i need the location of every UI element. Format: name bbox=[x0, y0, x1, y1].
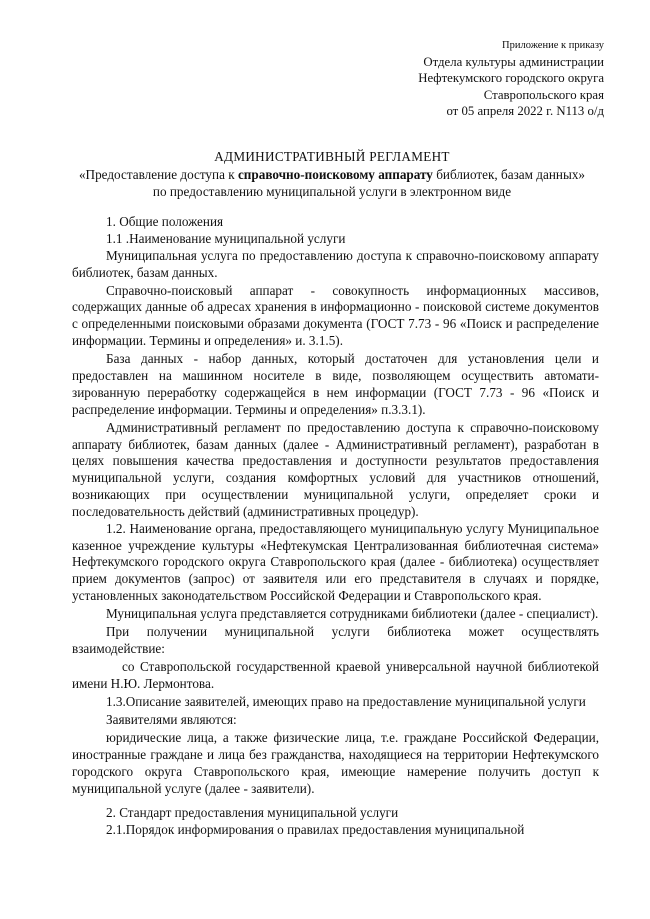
subsection-1-1-heading: 1.1 .Наименование муниципальной услуги bbox=[106, 230, 346, 246]
appendix-line-2: Отдела культуры администрации bbox=[423, 55, 604, 70]
paragraph-specialists: Муниципальная услуга представляется сотрудниками библиотеки (далее - специалист). bbox=[106, 606, 599, 622]
paragraph-service-definition: Муниципальная услуга по предоставлению доступа к справочно-поисковому аппарату библиотек, базам данных. bbox=[72, 247, 599, 280]
appendix-line-3: Нефтекумского городского округа bbox=[418, 71, 604, 86]
paragraph-interaction: При получении муниципальной услуги библиотека может осуществлять взаимодействие: bbox=[72, 624, 599, 657]
section-1-heading: 1. Общие положения bbox=[106, 214, 224, 229]
subsection-1-3-heading: 1.3.Описание заявителей, имеющих право на предоставление муниципальной услуги bbox=[106, 693, 586, 709]
title-heading: АДМИНИСТРАТИВНЫЙ РЕГЛАМЕНТ bbox=[214, 149, 450, 164]
document-body bbox=[72, 214, 599, 839]
subtitle-bold-part: справочно-поисковому аппарату bbox=[237, 166, 433, 182]
paragraph-applicants-intro: Заявителями являются: bbox=[106, 711, 237, 727]
appendix-line-4: Ставропольского края bbox=[483, 87, 604, 102]
paragraph-applicants: юридические лица, а также физические лица, т.е. граждане Российской Федерации, иностранные граждане и лица без гражданства, находящиеся на территории Нефтекумского городского округа Ставропольского края, имеющие намерение получить доступ к муниципальной услуге (далее - заявители). bbox=[72, 730, 599, 796]
subsection-2-1-heading: 2.1.Порядок информирования о правилах предоставления муниципальной bbox=[106, 822, 525, 838]
subtitle-part-1: «Предоставление доступа к bbox=[78, 166, 238, 182]
paragraph-providing-body: 1.2. Наименование органа, предоставляющего муниципальную услугу Муниципальное казенное учреждение культуры «Нефтекумская Централизованная библиотечная система» Нефтекумского городского округа Ставропольского края (далее - библиотека) осуществляет прием документов (запрос) от заявителя или его представителя в случаях и порядке, установленных законодательством Российской Федерации и Ставропольского края. bbox=[72, 520, 599, 604]
section-2-heading: 2. Стандарт предоставления муниципальной услуги bbox=[106, 805, 399, 821]
appendix-line-5: от 05 апреля 2022 г. N113 о/д bbox=[446, 103, 604, 118]
appendix-note bbox=[418, 38, 604, 119]
paragraph-database: База данных - набор данных, который достаточен для установления цели и предоставлен на машинном носителе в виде, позволяющем осуществить автоматизированную переработку содержащейся в нем информации (ГОСТ 7.73 - 96 «Поиск и распределение информации. Термины и определения» п.3.3.1). bbox=[72, 351, 599, 417]
paragraph-regulation-purpose: Административный регламент по предоставлению доступа к справочно-поисковому аппарату библиотек, базам данных (далее - Административный регламент), разработан в целях повышения качества предоставления и доступности результатов предоставления муниципальной услуги, создания комфортных условий для участников отношений, возникающих при осуществлении муниципальной услуги, определяет сроки и последовательность действий (административных процедур). bbox=[72, 419, 599, 519]
subtitle-part-2: библиотек, базам данных» по предоставлению муниципальной услуги в электронном виде bbox=[152, 166, 586, 199]
paragraph-partner-library: со Ставропольской государственной краевой универсальной научной библиотекой имени Н.Ю. Лермонтова. bbox=[72, 659, 599, 691]
paragraph-reference-apparatus: Справочно-поисковый аппарат - совокупность информационных массивов, содержащих данные об адресах хранения в информационно - поисковой системе документов с определенными поисковыми образами документа (ГОСТ 7.73 - 96 «Поиск и распределение информации. Термины и определения» и. 3.1.5). bbox=[72, 282, 599, 349]
appendix-line-1: Приложение к приказу bbox=[502, 40, 604, 51]
title-subtitle bbox=[72, 166, 592, 201]
document-title bbox=[72, 148, 592, 201]
